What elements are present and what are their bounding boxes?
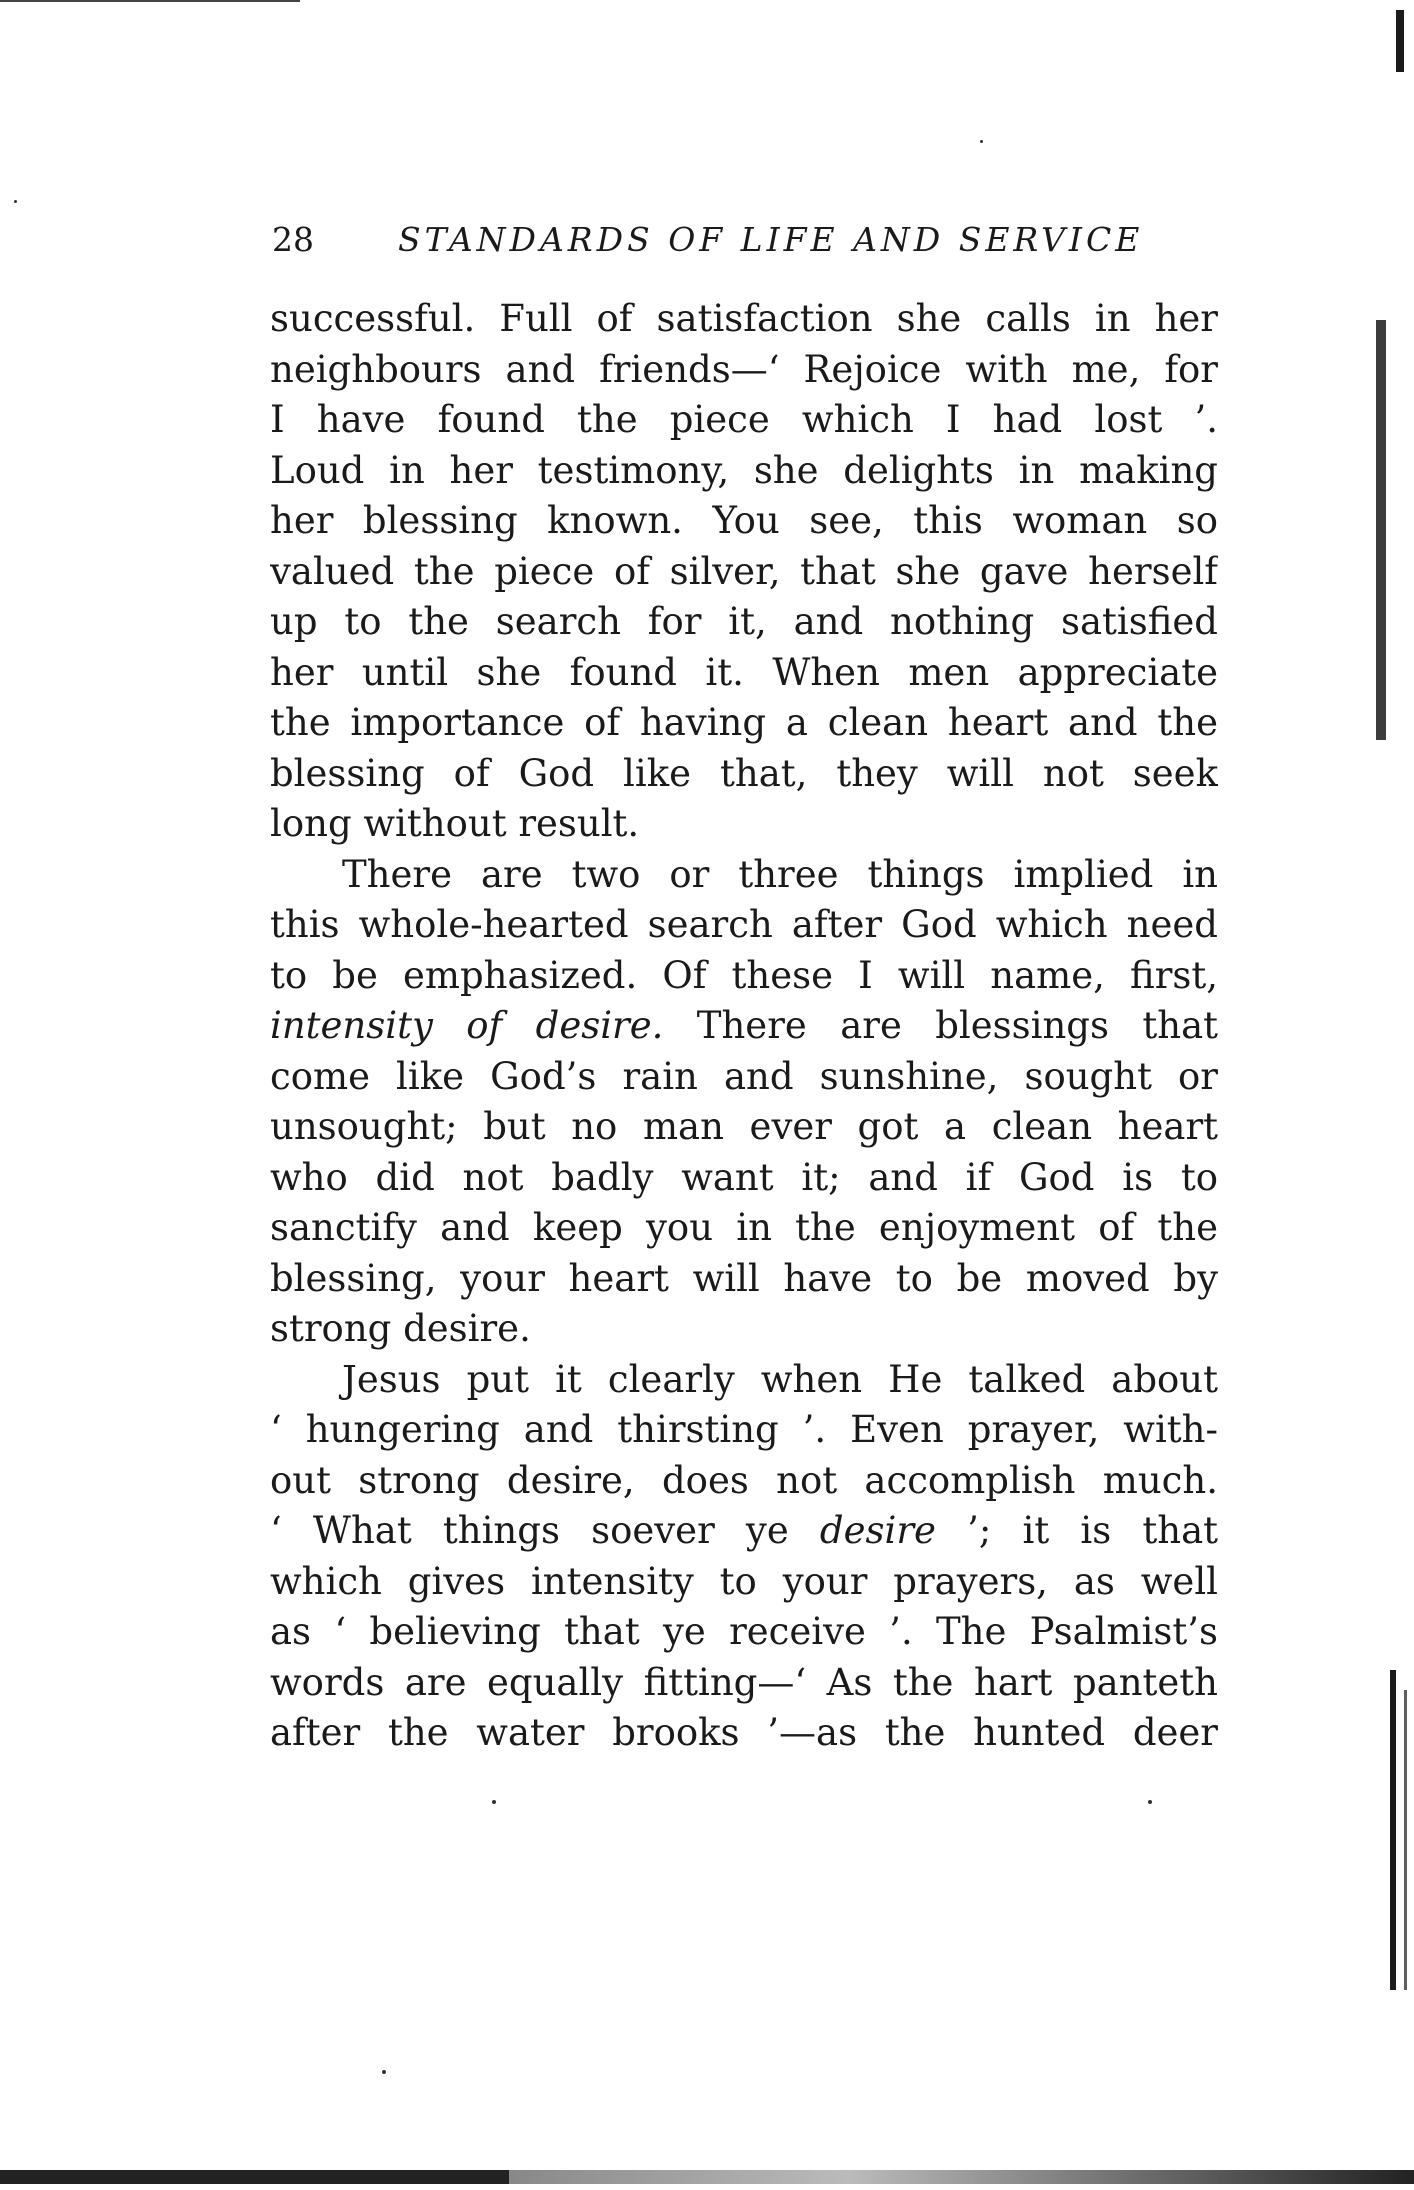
line-prefix: ‘ What things soever ye (270, 1509, 820, 1552)
emphasis-desire: desire (819, 1509, 936, 1552)
text-line: unsought; but no man ever got a clean heart (270, 1105, 1218, 1148)
scan-speck (14, 200, 17, 203)
text-line: come like God’s rain and sunshine, sought or (270, 1054, 1218, 1098)
text-line: strong desire. (270, 1307, 531, 1350)
text-line: the importance of having a clean heart and the (270, 701, 1218, 744)
text-line (270, 1001, 1218, 1052)
text-line: words are equally fitting—‘ As the hart panteth (270, 1660, 1218, 1704)
text-line: Loud in her testimony, she delights in making (270, 448, 1218, 492)
line-suffix: ’; it is that (935, 1509, 1218, 1552)
text-line: who did not badly want it; and if God is to (270, 1155, 1218, 1199)
text-line: long without result. (270, 802, 640, 845)
page-number: 28 (272, 220, 314, 259)
text-line: Jesus put it clearly when He talked about (342, 1357, 1218, 1401)
scan-edge-mark (1396, 10, 1404, 72)
text-line: neighbours and friends—‘ Rejoice with me, for (270, 347, 1218, 391)
text-line: which gives intensity to your prayers, as well (270, 1559, 1218, 1603)
running-head (268, 220, 1228, 270)
scan-speck (492, 1800, 496, 1804)
body-text (270, 294, 1218, 1759)
text-line: up to the search for it, and nothing satisfied (270, 600, 1218, 643)
text-line: sanctify and keep you in the enjoyment of the (270, 1206, 1218, 1249)
text-line: valued the piece of silver, that she gave herself (270, 549, 1218, 593)
text-line: as ‘ believing that ye receive ’. The Psalmist’s (270, 1610, 1218, 1653)
line-suffix: There are blessings that (663, 1004, 1218, 1047)
emphasis-intensity-of-desire: intensity of desire. (270, 1004, 664, 1047)
scan-edge-bottom (0, 2170, 1414, 2184)
scan-edge-top (0, 0, 300, 2)
scan-edge-mark (1404, 1690, 1407, 1990)
text-line: blessing, your heart will have to be moved by (270, 1256, 1218, 1300)
text-line: ‘ hungering and thirsting ’. Even prayer, with- (270, 1408, 1218, 1451)
text-line: this whole-hearted search after God which need (270, 903, 1218, 946)
scan-edge-mark (1376, 320, 1386, 740)
scan-speck (382, 2070, 386, 2074)
running-title: STANDARDS OF LIFE AND SERVICE (398, 220, 1144, 259)
text-line: There are two or three things implied in (342, 852, 1218, 896)
text-line: successful. Full of satisfaction she calls in her (270, 297, 1218, 340)
scan-speck (980, 140, 983, 143)
text-line: I have found the piece which I had lost ’. (270, 398, 1218, 441)
text-line: blessing of God like that, they will not seek (270, 751, 1218, 795)
scan-speck (1148, 1800, 1152, 1804)
text-line: out strong desire, does not accomplish much. (270, 1458, 1218, 1502)
text-line: to be emphasized. Of these I will name, first, (270, 953, 1218, 997)
text-line: her until she found it. When men appreciate (270, 650, 1218, 694)
text-line: after the water brooks ’—as the hunted deer (270, 1711, 1218, 1754)
text-line (270, 1506, 1218, 1557)
scan-edge-mark (1390, 1670, 1396, 1990)
text-line: her blessing known. You see, this woman so (270, 499, 1218, 542)
